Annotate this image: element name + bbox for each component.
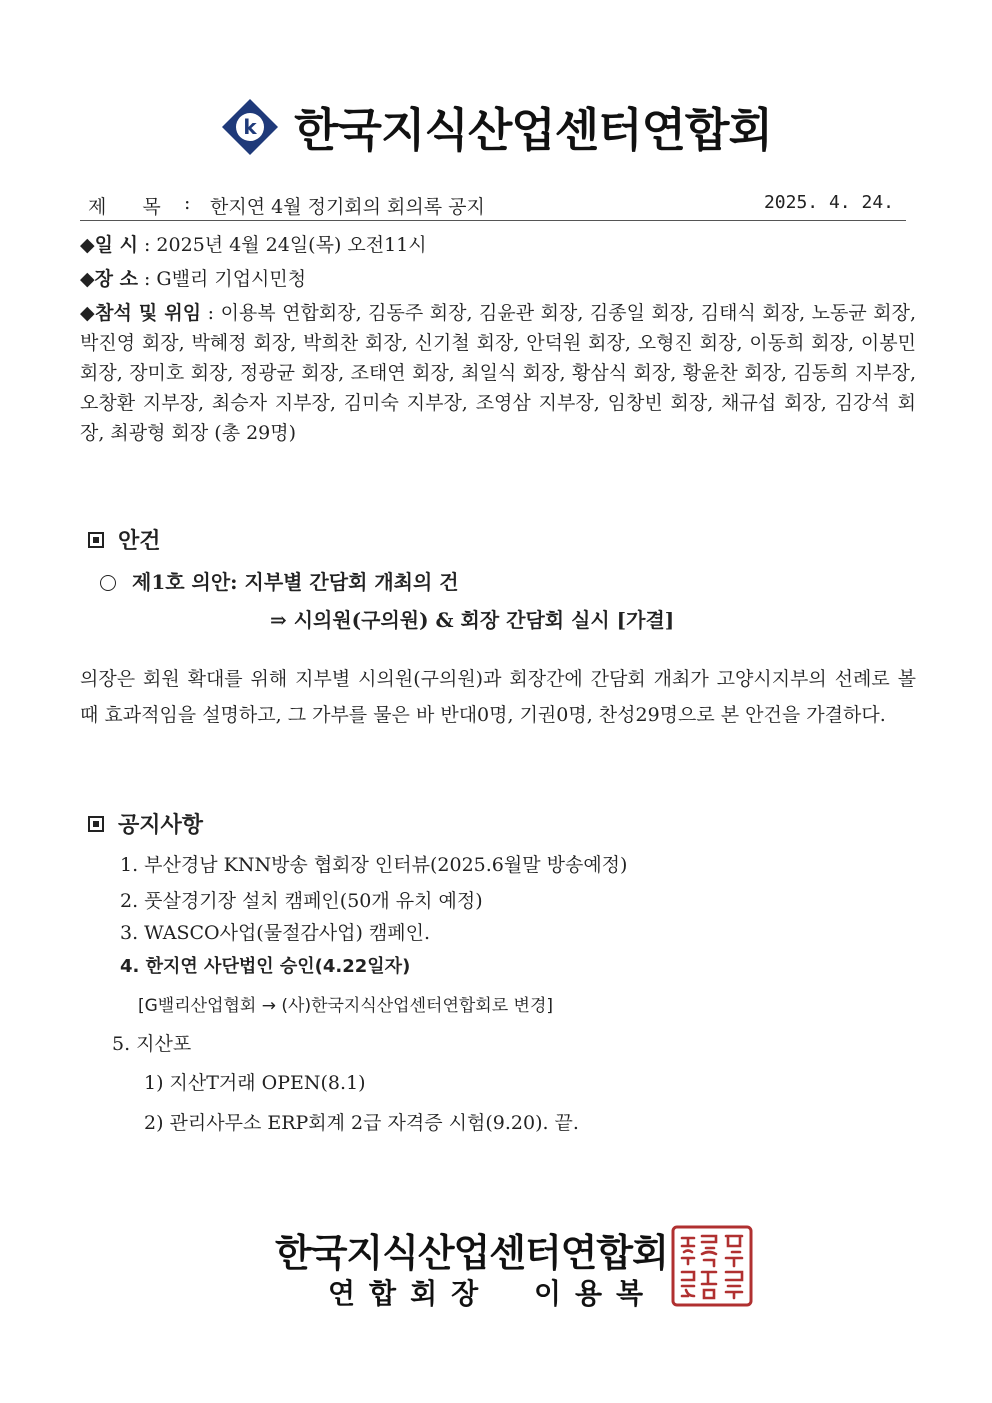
- agenda-item-text: 제1호 의안: 지부별 간담회 개최의 건: [132, 570, 459, 594]
- meeting-attendees: [80, 298, 916, 448]
- meeting-place: [80, 264, 916, 294]
- notice-item: 3. WASCO사업(물절감사업) 캠페인.: [120, 922, 431, 944]
- footer-signer: 연합회장 이용복: [328, 1277, 658, 1310]
- official-seal-icon: [670, 1224, 754, 1308]
- datetime-label: ◆일 시: [80, 234, 138, 256]
- meeting-datetime: [80, 230, 916, 260]
- svg-text:k: k: [243, 115, 257, 139]
- datetime-value: : 2025년 4월 24일(목) 오전11시: [143, 234, 427, 256]
- subject-row: [80, 192, 906, 221]
- organization-logo-icon: [220, 97, 280, 157]
- agenda-section-title: 안건: [118, 529, 161, 554]
- notice-section-heading: [88, 808, 203, 839]
- notice-item: 1. 부산경남 KNN방송 협회장 인터뷰(2025.6월말 방송예정): [120, 854, 628, 876]
- notice-item: 2) 관리사무소 ERP회계 2급 자격증 시험(9.20). 끝.: [144, 1112, 579, 1134]
- place-value: : G밸리 기업시민청: [143, 268, 307, 290]
- notice-item: [G밸리산업협회 → (사)한국지식산업센터연합회로 변경]: [138, 996, 554, 1016]
- document-header: [0, 92, 992, 162]
- square-bullet-icon: [88, 816, 104, 832]
- subject-separator: :: [184, 192, 191, 214]
- circle-bullet-icon: [100, 575, 116, 591]
- notice-item: 1) 지산T거래 OPEN(8.1): [144, 1072, 366, 1094]
- agenda-item: [100, 566, 459, 595]
- subject-value: 한지연 4월 정기회의 회의록 공지: [210, 196, 485, 218]
- attendees-value: : 이용복 연합회장, 김동주 회장, 김윤관 회장, 김종일 회장, 김태식 회장, 노동균 회장, 박진영 회장, 박혜정 회장, 박희찬 회장, 신기철 회장, 안덕원 회장, 오형진 회장, 이동희 회장, 이봉민 회장, 장미호 회장, 정광균 회장, 조태연 회장, 최일식 회장, 황삼식 회장, 황윤찬 회장, 김동희 지부장, 오창환 지부장, 최승자 지부장, 김미숙 지부장, 조영삼 지부장, 임창빈 회장, 채규섭 회장, 김강석 회장, 최광형 회장 (총 29명): [80, 302, 916, 444]
- attendees-label: ◆참석 및 위임: [80, 302, 202, 324]
- document-date: 2025. 4. 24.: [763, 192, 894, 213]
- notice-item: 5. 지산포: [112, 1033, 192, 1055]
- footer-organization: 한국지식산업센터연합회: [275, 1231, 668, 1275]
- agenda-result: ⇒ 시의원(구의원) & 회장 간담회 실시 [가결]: [270, 608, 675, 632]
- agenda-body: 의장은 회원 확대를 위해 지부별 시의원(구의원)과 회장간에 간담회 개최가 고양시지부의 선례로 볼 때 효과적임을 설명하고, 그 가부를 물은 바 반대0명, 기권0명, 찬성29명으로 본 안건을 가결하다.: [80, 668, 916, 726]
- agenda-section-heading: [88, 524, 161, 555]
- square-bullet-icon: [88, 532, 104, 548]
- subject-label: 제 목: [88, 196, 161, 218]
- organization-title: 한국지식산업센터연합회: [294, 103, 772, 157]
- notice-section-title: 공지사항: [118, 813, 204, 838]
- place-label: ◆장 소: [80, 268, 138, 290]
- notice-item: 2. 풋살경기장 설치 캠페인(50개 유치 예정): [120, 890, 483, 912]
- notice-item: 4. 한지연 사단법인 승인(4.22일자): [120, 956, 411, 977]
